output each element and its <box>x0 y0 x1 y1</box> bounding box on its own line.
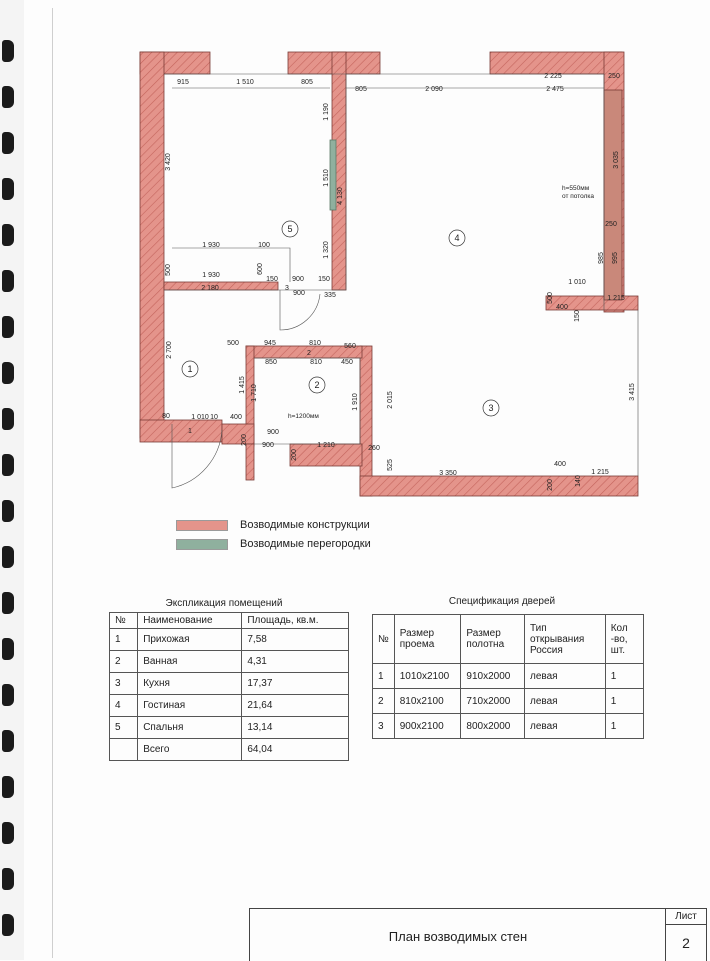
dimension-label: 3 350 <box>439 470 457 477</box>
cell: 17,37 <box>242 673 349 695</box>
legend-partitions-label: Возводимые перегородки <box>240 538 371 550</box>
rooms-table-title: Экспликация помещений <box>165 598 283 609</box>
cell: 2 <box>110 651 138 673</box>
cell: 1 <box>605 664 643 689</box>
dimension-label: 500 <box>547 292 554 304</box>
cell: левая <box>525 714 606 739</box>
dimension-label: 400 <box>230 414 242 421</box>
wall-segment <box>140 52 164 438</box>
room-number: 1 <box>187 364 193 374</box>
ceiling-note: h=550мм <box>562 185 590 192</box>
dimension-label: 3 035 <box>613 151 620 169</box>
dimension-label: 810 <box>310 359 322 366</box>
doors-col-qty: Кол -во, шт. <box>605 615 643 664</box>
dimension-label: 1 415 <box>239 376 246 394</box>
cell: 3 <box>373 714 395 739</box>
dimension-label: 200 <box>291 449 298 461</box>
title-block <box>249 908 707 961</box>
sheet-number: 2 <box>682 935 690 951</box>
dimension-label: 100 <box>258 242 270 249</box>
room-number: 4 <box>454 233 460 243</box>
cell: левая <box>525 689 606 714</box>
table-row <box>110 629 349 651</box>
sheet-label: Лист <box>666 911 706 925</box>
dimension-label: 1 930 <box>202 242 220 249</box>
dimension-label: 915 <box>177 79 189 86</box>
cell: 21,64 <box>242 695 349 717</box>
dimension-label: 2 <box>307 350 311 357</box>
dimension-label: 2 700 <box>166 341 173 359</box>
table-row <box>373 714 644 739</box>
wall-segment <box>246 444 254 480</box>
dimension-label: 500 <box>165 264 172 276</box>
dimension-label: 2 475 <box>546 86 564 93</box>
doors-col-leaf: Размер полотна <box>461 615 525 664</box>
cell: 1 <box>110 629 138 651</box>
sheet-box <box>665 909 706 961</box>
cell: 7,58 <box>242 629 349 651</box>
rooms-table-header <box>110 613 349 629</box>
dimension-label: 995 <box>612 252 619 264</box>
dimension-label: 1 510 <box>236 79 254 86</box>
dimension-label: 1 510 <box>323 169 330 187</box>
dimension-label: 1 930 <box>202 272 220 279</box>
dimension-label: 150 <box>266 276 278 283</box>
dimension-label: 500 <box>227 340 239 347</box>
cell: Прихожая <box>138 629 242 651</box>
dimension-label: 2 180 <box>201 285 219 292</box>
rooms-col-area: Площадь, кв.м. <box>242 613 349 629</box>
partition-height-note: h=1200мм <box>288 413 319 420</box>
cell: 1 <box>605 689 643 714</box>
drawing-title: План возводимых стен <box>388 929 528 944</box>
dimension-label: 3 <box>285 285 289 292</box>
room-number: 5 <box>287 224 293 234</box>
binding-ring <box>2 914 14 936</box>
binding-ring <box>2 822 14 844</box>
wall-segment <box>490 52 622 74</box>
dimension-label: 260 <box>368 445 380 452</box>
dimension-label: 335 <box>324 292 336 299</box>
dimension-label: 250 <box>608 73 620 80</box>
dimension-label: 1 320 <box>323 241 330 259</box>
wall-segment <box>360 346 372 496</box>
dimension-label: 900 <box>293 290 305 297</box>
dimension-label: 2 015 <box>387 391 394 409</box>
cell: 800х2000 <box>461 714 525 739</box>
dimension-label: 10 <box>210 414 218 421</box>
cell: 1 <box>605 714 643 739</box>
doors-table-title: Спецификация дверей <box>448 596 556 607</box>
room-number: 2 <box>314 380 320 390</box>
cell: 910х2000 <box>461 664 525 689</box>
cell: 13,14 <box>242 717 349 739</box>
doors-table <box>372 614 644 739</box>
dimension-label: 150 <box>574 310 581 322</box>
dimension-label: 805 <box>301 79 313 86</box>
wall-segment <box>140 420 222 442</box>
dimension-label: 1 215 <box>591 469 609 476</box>
dimension-label: 250 <box>605 221 617 228</box>
doors-col-number: № <box>373 615 395 664</box>
cell: 5 <box>110 717 138 739</box>
legend-walls <box>176 519 370 531</box>
dimension-label: 1 910 <box>352 393 359 411</box>
dimension-label: 200 <box>241 434 248 446</box>
dimension-label: 200 <box>547 479 554 491</box>
wall-segment <box>222 424 254 444</box>
cell: Спальня <box>138 717 242 739</box>
dimension-label: 1 710 <box>251 384 258 402</box>
cell: 4,31 <box>242 651 349 673</box>
binding-ring <box>2 546 14 568</box>
partition-segment <box>330 140 336 210</box>
table-row <box>110 651 349 673</box>
table-row <box>110 673 349 695</box>
cell: 1 <box>373 664 395 689</box>
dimension-label: 400 <box>554 461 566 468</box>
legend-partitions <box>176 538 371 550</box>
legend-walls-swatch <box>176 520 228 531</box>
cell: 2 <box>373 689 395 714</box>
wall-segment <box>164 282 278 290</box>
cell: 810х2100 <box>394 689 461 714</box>
cell: 64,04 <box>242 739 349 761</box>
dimension-label: 1 190 <box>323 103 330 121</box>
door-number: 1 <box>188 428 192 435</box>
doors-col-opening: Размер проема <box>394 615 461 664</box>
dimension-label: 1 010 <box>568 279 586 286</box>
binding-ring <box>2 776 14 798</box>
dimension-label: 525 <box>387 459 394 471</box>
dimension-label: 140 <box>575 475 582 487</box>
dimension-label: 1 210 <box>317 442 335 449</box>
binding-ring <box>2 592 14 614</box>
wall-segment <box>360 476 638 496</box>
cell: 710х2000 <box>461 689 525 714</box>
binding-ring <box>2 868 14 890</box>
dimension-label: 900 <box>262 442 274 449</box>
cell: Гостиная <box>138 695 242 717</box>
binding-ring <box>2 730 14 752</box>
legend-partitions-swatch <box>176 539 228 550</box>
table-row <box>110 695 349 717</box>
cell: Кухня <box>138 673 242 695</box>
table-row <box>110 717 349 739</box>
dimension-label: 400 <box>556 304 568 311</box>
dimension-label: 4 130 <box>337 187 344 205</box>
room-number: 3 <box>488 403 494 413</box>
plan-line <box>164 74 346 290</box>
cell: 900х2100 <box>394 714 461 739</box>
dimension-label: 900 <box>292 276 304 283</box>
dimension-label: 850 <box>265 359 277 366</box>
cell: Всего <box>138 739 242 761</box>
dimension-label: 450 <box>341 359 353 366</box>
rooms-table <box>109 612 349 761</box>
dimension-label: 150 <box>318 276 330 283</box>
legend-walls-label: Возводимые конструкции <box>240 519 370 531</box>
cell: 4 <box>110 695 138 717</box>
binding-ring <box>2 684 14 706</box>
cell: 3 <box>110 673 138 695</box>
dimension-label: 3 420 <box>165 153 172 171</box>
ceiling-note: от потолка <box>562 193 595 200</box>
dimension-label: 810 <box>309 340 321 347</box>
rooms-col-name: Наименование <box>138 613 242 629</box>
rooms-col-number: № <box>110 613 138 629</box>
cell: 1010х2100 <box>394 664 461 689</box>
binding-ring <box>2 638 14 660</box>
dimension-label: 900 <box>267 429 279 436</box>
doors-table-header <box>373 615 644 664</box>
dimension-label: 1 215 <box>607 295 625 302</box>
plan-line <box>346 74 604 310</box>
dimension-label: 600 <box>257 263 264 275</box>
dimension-label: 2 090 <box>425 86 443 93</box>
cell <box>110 739 138 761</box>
table-row-total <box>110 739 349 761</box>
wall-column <box>604 90 622 300</box>
dimension-label: 945 <box>264 340 276 347</box>
dimension-label: 1 010 <box>191 414 209 421</box>
dimension-label: 3 415 <box>629 383 636 401</box>
dimension-label: 805 <box>355 86 367 93</box>
dimension-label: 985 <box>598 252 605 264</box>
table-row <box>373 664 644 689</box>
dimension-label: 80 <box>162 413 170 420</box>
cell: левая <box>525 664 606 689</box>
dimension-label: 560 <box>344 343 356 350</box>
dimension-label: 2 225 <box>544 73 562 80</box>
table-row <box>373 689 644 714</box>
doors-col-type: Тип открывания Россия <box>525 615 606 664</box>
cell: Ванная <box>138 651 242 673</box>
